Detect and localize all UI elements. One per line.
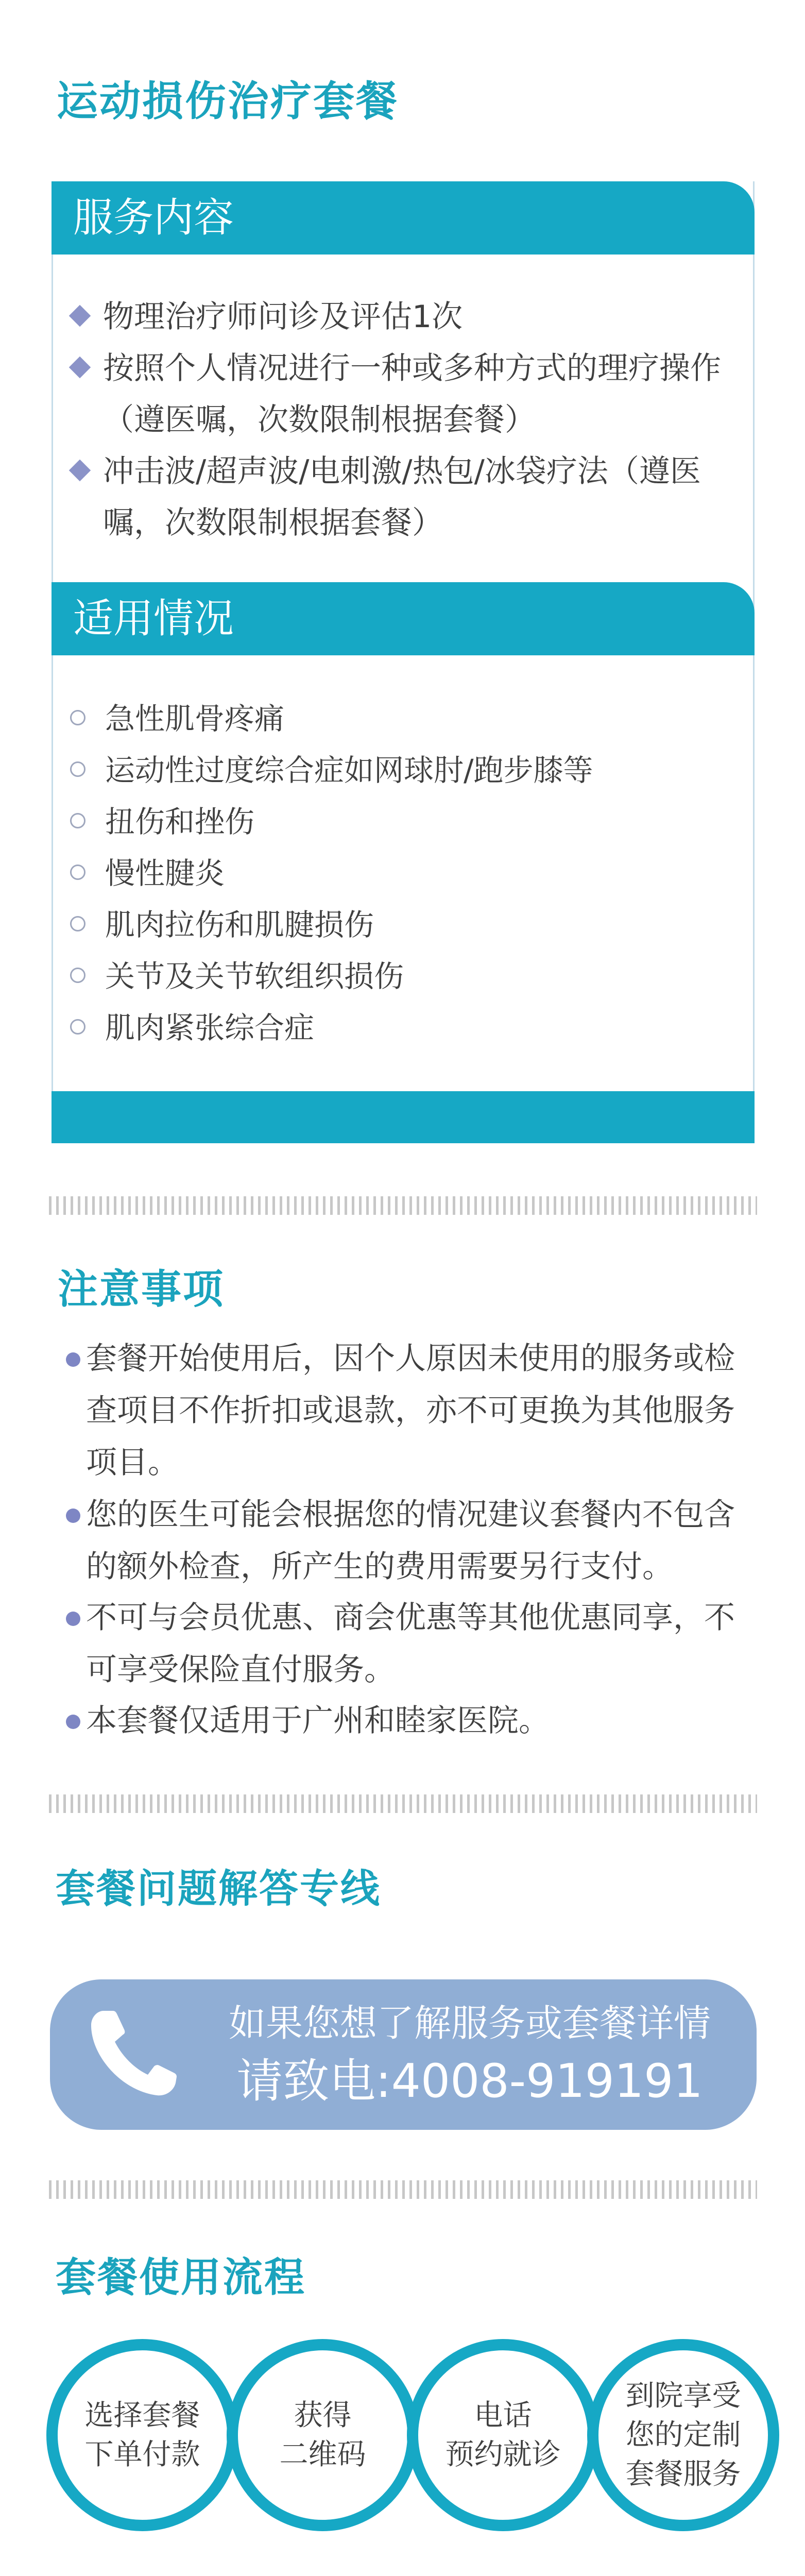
- service-item-text: 按照个人情况进行一种或多种方式的理疗操作（遵医嘱，次数限制根据套餐）: [103, 350, 721, 438]
- note-text: 套餐开始使用后，因个人原因未使用的服务或检查项目不作折扣或退款，亦不可更换为其他服务项目。: [86, 1341, 735, 1481]
- services-header-label: 服务内容: [73, 195, 234, 241]
- flow-step-qrcode: [227, 2339, 419, 2531]
- conditions-header: [52, 582, 755, 655]
- circle-bullet-icon: [70, 761, 85, 777]
- divider: [49, 1196, 757, 1215]
- divider: [49, 1794, 757, 1813]
- dot-bullet-icon: [66, 1352, 80, 1367]
- flow-step-order: [46, 2339, 238, 2531]
- condition-text: 肌肉拉伤和肌腱损伤: [105, 907, 374, 942]
- circle-bullet-icon: [70, 710, 85, 725]
- notes-title: 注意事项: [58, 1266, 225, 1313]
- service-item-text: 物理治疗师问诊及评估1次: [103, 299, 463, 335]
- hotline-phone-number[interactable]: 请致电:4008-919191: [236, 2054, 703, 2108]
- flow-title: 套餐使用流程: [56, 2255, 306, 2301]
- flow-step-service: [587, 2339, 779, 2531]
- condition-text: 扭伤和挫伤: [105, 804, 255, 839]
- circle-bullet-icon: [70, 916, 85, 931]
- condition-text: 肌肉紧张综合症: [105, 1010, 315, 1045]
- condition-text: 慢性腱炎: [105, 856, 225, 891]
- step-line: 选择套餐: [84, 2398, 200, 2432]
- services-header: [52, 181, 755, 255]
- step-line: 预约就诊: [445, 2437, 561, 2471]
- step-line: 您的定制: [625, 2418, 741, 2452]
- note-text: 您的医生可能会根据您的情况建议套餐内不包含的额外检查，所产生的费用需要另行支付。: [86, 1497, 735, 1585]
- step-line: 套餐服务: [625, 2457, 741, 2491]
- flow-step-booking: [407, 2339, 599, 2531]
- circle-bullet-icon: [70, 968, 85, 983]
- dot-bullet-icon: [66, 1715, 80, 1729]
- step-line: 下单付款: [84, 2437, 200, 2471]
- service-item-text: 冲击波/超声波/电刺激/热包/冰袋疗法（遵医嘱，次数限制根据套餐）: [103, 453, 701, 541]
- note-text: 不可与会员优惠、商会优惠等其他优惠同享，不可享受保险直付服务。: [86, 1600, 735, 1688]
- phone-icon: [81, 2003, 184, 2106]
- hotline-line1: 如果您想了解服务或套餐详情: [228, 2002, 711, 2045]
- divider: [49, 2180, 757, 2199]
- circle-bullet-icon: [70, 1019, 85, 1035]
- note-text: 本套餐仅适用于广州和睦家医院。: [86, 1703, 550, 1739]
- page-title: 运动损伤治疗套餐: [57, 77, 399, 125]
- circle-bullet-icon: [70, 813, 85, 828]
- hotline-banner[interactable]: [50, 1979, 757, 2130]
- step-line: 获得: [294, 2398, 352, 2432]
- condition-text: 关节及关节软组织损伤: [105, 959, 404, 994]
- step-line: 电话: [474, 2398, 532, 2432]
- circle-bullet-icon: [70, 865, 85, 880]
- step-line: 到院享受: [625, 2379, 741, 2413]
- dot-bullet-icon: [66, 1612, 80, 1626]
- condition-text: 急性肌骨疼痛: [105, 701, 285, 736]
- dot-bullet-icon: [66, 1509, 80, 1523]
- condition-text: 运动性过度综合症如网球肘/跑步膝等: [105, 753, 593, 788]
- hotline-title: 套餐问题解答专线: [56, 1866, 381, 1911]
- card-footer-bar: [52, 1091, 755, 1143]
- conditions-header-label: 适用情况: [73, 596, 234, 642]
- step-line: 二维码: [279, 2437, 366, 2471]
